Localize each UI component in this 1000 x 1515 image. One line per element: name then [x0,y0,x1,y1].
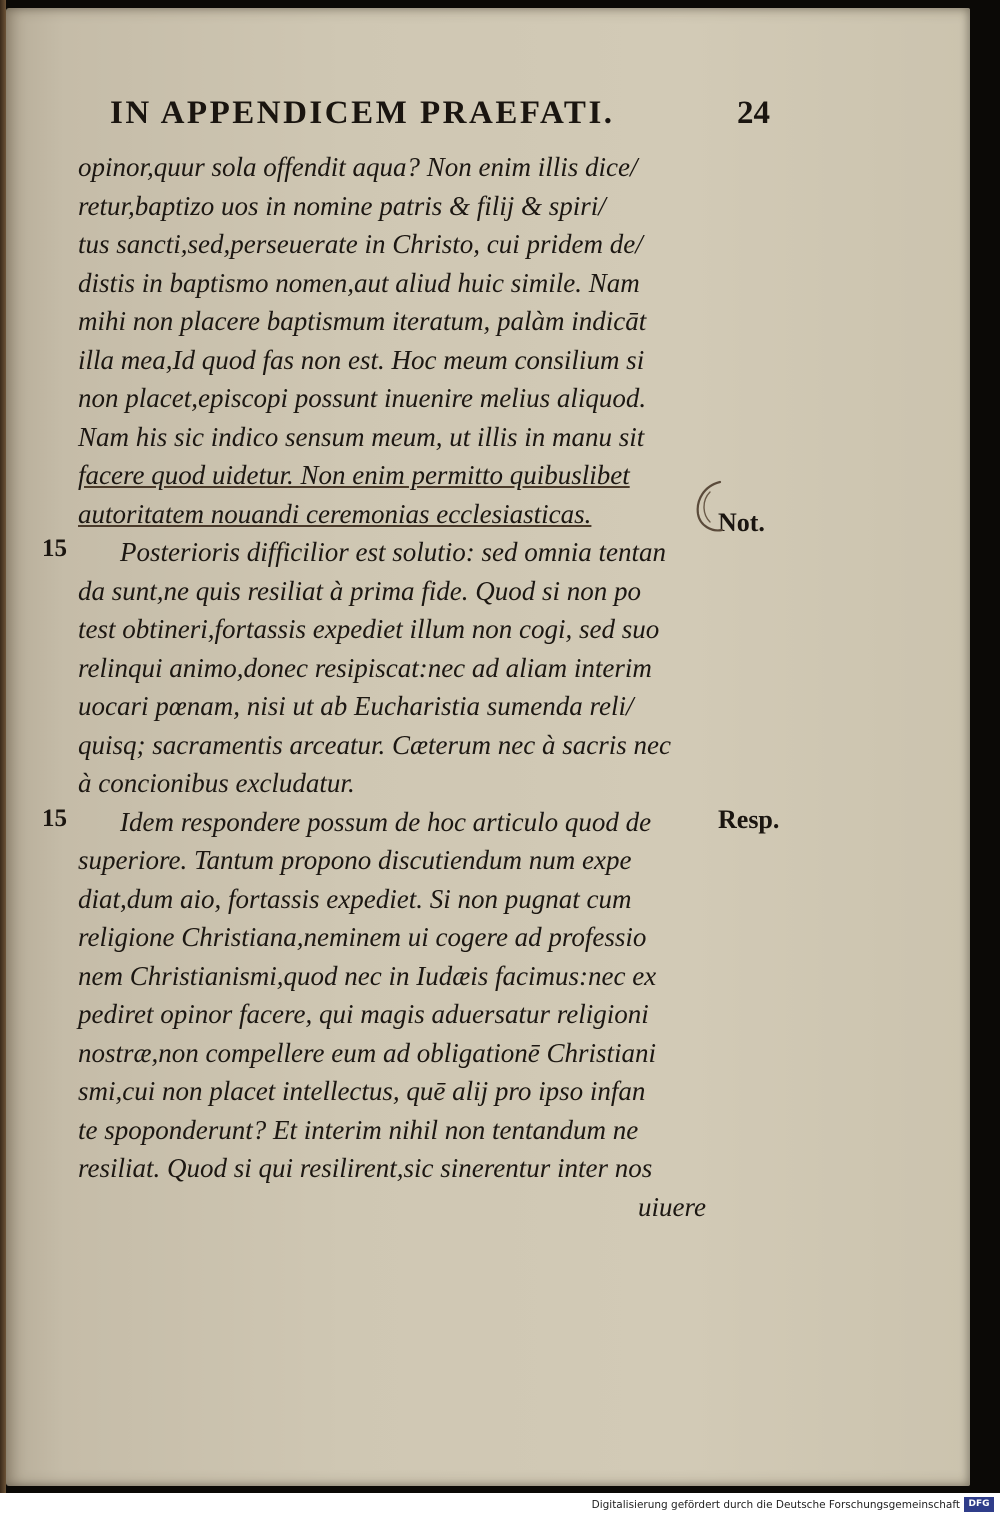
handwritten-bracket-mark [690,478,730,538]
page-header [110,95,770,141]
text-line: retur,baptizo uos in nomine patris & filij & spiri/ [78,190,606,221]
text-line: non placet,episcopi possunt inuenire melius aliquod. [78,383,647,413]
text-line: quisq; sacramentis arceatur. Cæterum nec à sacris nec [78,729,671,760]
text-line: mihi non placere baptismum iteratum, palàm indicāt [78,306,647,336]
text-line-underlined [78,456,718,495]
text-line: te spoponderunt? Et interim nihil non tentandum ne [78,1114,639,1145]
text-line: religione Christiana,neminem ui cogere ad professio [78,922,647,952]
text-line: relinqui animo,donec resipiscat:nec ad aliam interim [78,652,652,683]
text-line: smi,cui non placet intellectus, quē alij pro ipso infan [78,1076,646,1106]
catchword: uiuere [638,1191,706,1222]
running-head: IN APPENDICEM PRAEFATI. [110,95,615,131]
text-line: opinor,quur sola offendit aqua? Non enim illis dice/ [78,152,638,182]
text-line: da sunt,ne quis resiliat à prima fide. Quod si non po [78,575,642,606]
digitization-credit: Digitalisierung gefördert durch die Deutsche Forschungsgemeinschaft [591,1499,960,1511]
text-line: test obtineri,fortassis expediet illum non cogi, sed suo [78,614,660,644]
paragraph-start-line: Posterioris difficilior est solutio: sed omnia tentan [120,537,666,567]
body-text [78,148,718,1226]
text-line: à concionibus excludatur. [78,768,355,798]
margin-number: 15 [42,805,67,832]
dfg-logo: DFG [964,1497,994,1512]
underlined-text: autoritatem nouandi ceremonias ecclesiasticas. [78,498,592,529]
text-line: tus sancti,sed,perseuerate in Christo, cui pridem de/ [78,229,643,259]
text-line: diat,dum aio, fortassis expediet. Si non pugnat cum [78,883,632,914]
text-line: illa mea,Id quod fas non est. Hoc meum consilium si [78,344,645,375]
page-number: 24 [737,95,770,131]
text-line: Nam his sic indico sensum meum, ut illis in manu sit [78,421,645,452]
text-line: uocari pœnam, nisi ut ab Eucharistia sumenda reli/ [78,691,634,721]
text-line: pediret opinor facere, qui magis aduersatur religioni [78,999,649,1029]
margin-number: 15 [42,535,67,562]
text-line-underlined [78,495,718,534]
margin-note: Resp. [718,805,780,834]
text-line: distis in baptismo nomen,aut aliud huic simile. Nam [78,267,640,298]
margin-note: Not. [718,508,765,537]
underlined-text: facere quod uidetur. Non enim permitto quibuslibet [78,460,630,490]
text-line: nostræ,non compellere eum ad obligationē Christiani [78,1037,656,1068]
text-line: resiliat. Quod si qui resilirent,sic sinerentur inter nos [78,1153,653,1183]
text-line: superiore. Tantum propono discutiendum num expe [78,845,632,875]
paragraph-start-line: Idem respondere possum de hoc articulo quod de [120,806,652,837]
text-line: nem Christianismi,quod nec in Iudæis facimus:nec ex [78,960,657,991]
